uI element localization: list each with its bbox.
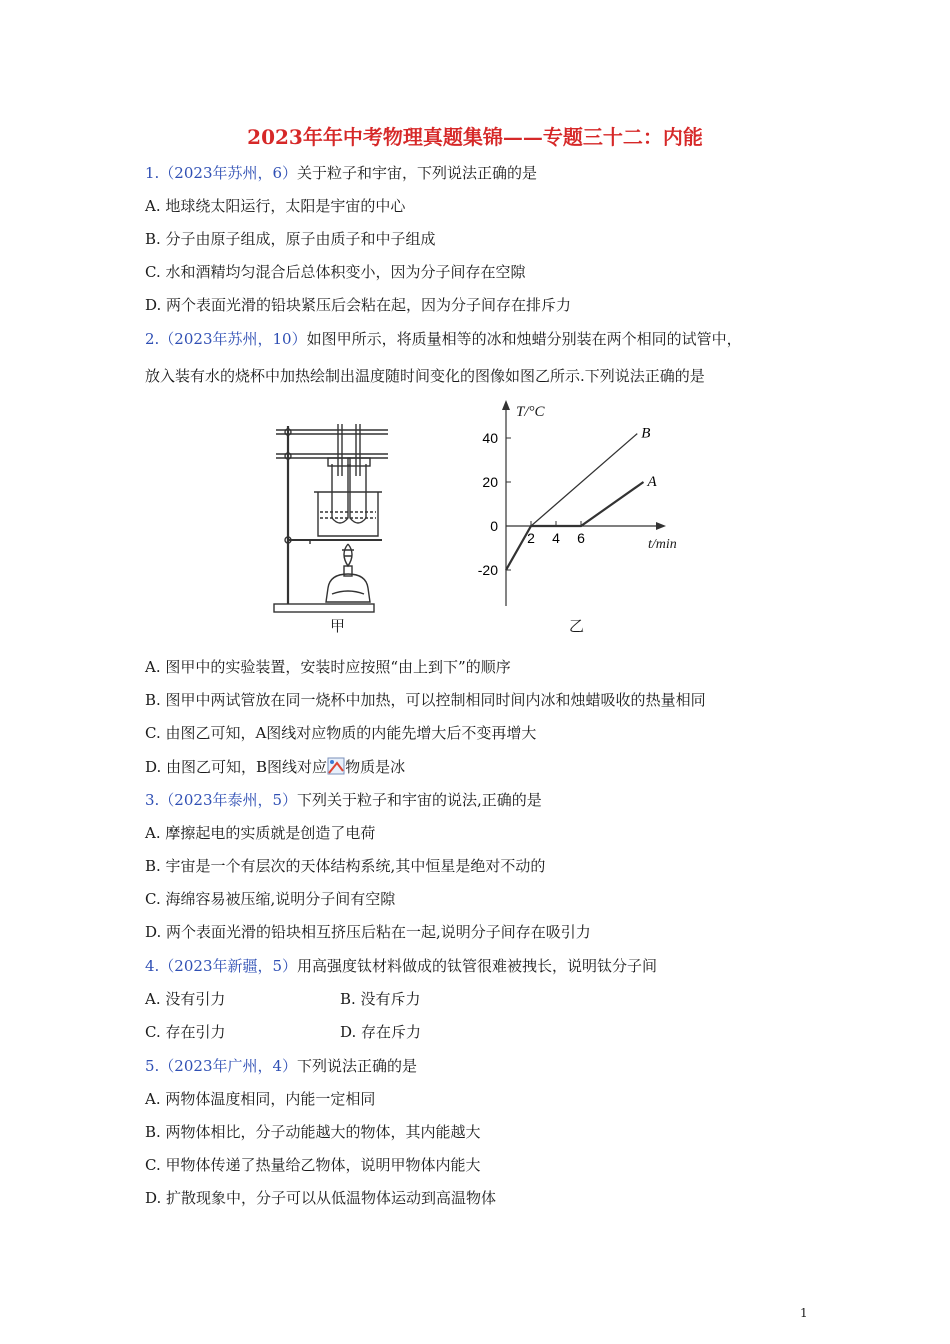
question-4-option-a: A. 没有引力 xyxy=(145,990,226,1008)
x-tick-label: 2 xyxy=(527,530,535,546)
question-5-option-d: D. 扩散现象中，分子可以从低温物体运动到高温物体 xyxy=(145,1189,497,1207)
question-4-stem: 用高强度钛材料做成的钛管很难被拽长，说明钛分子间 xyxy=(297,957,658,975)
question-5-option-a: A. 两物体温度相同，内能一定相同 xyxy=(145,1090,376,1108)
question-4-option-b: B. 没有斥力 xyxy=(340,990,421,1008)
temperature-time-chart xyxy=(470,396,700,616)
y-tick-label: 40 xyxy=(482,430,498,446)
question-4 xyxy=(145,956,657,976)
question-5-source: 5.（2023年广州，4） xyxy=(145,1057,298,1075)
x-axis-label: t/min xyxy=(648,537,677,552)
x-tick-label: 6 xyxy=(577,530,585,546)
x-tick-label: 4 xyxy=(552,530,560,546)
question-1-option-c: C. 水和酒精均匀混合后总体积变小，因为分子间存在空隙 xyxy=(145,263,526,281)
question-1-source: 1.（2023年苏州，6） xyxy=(145,164,298,182)
series-label-a: A xyxy=(647,474,657,490)
question-5-option-c: C. 甲物体传递了热量给乙物体，说明甲物体内能大 xyxy=(145,1156,481,1174)
question-2-option-b: B. 图甲中两试管放在同一烧杯中加热，可以控制相同时间内冰和烛蜡吸收的热量相同 xyxy=(145,691,706,709)
question-3-option-c: C. 海绵容易被压缩,说明分子间有空隙 xyxy=(145,890,396,908)
y-axis-label: T/°C xyxy=(516,404,545,420)
question-3-option-a: A. 摩擦起电的实质就是创造了电荷 xyxy=(145,824,376,842)
question-1 xyxy=(145,163,537,183)
question-3 xyxy=(145,790,542,810)
question-2-option-d xyxy=(145,757,405,777)
series-label-b: B xyxy=(641,425,651,442)
question-3-option-d: D. 两个表面光滑的铅块相互挤压后粘在一起,说明分子间存在吸引力 xyxy=(145,923,591,941)
question-2-option-a: A. 图甲中的实验装置，安装时应按照“由上到下”的顺序 xyxy=(145,658,511,676)
y-tick-label: -20 xyxy=(477,562,498,578)
x-axis-arrow xyxy=(656,522,666,530)
question-2-option-c: C. 由图乙可知，A图线对应物质的内能先增大后不变再增大 xyxy=(145,724,537,742)
y-tick-label: 0 xyxy=(490,518,498,534)
question-4-option-d: D. 存在斥力 xyxy=(340,1023,422,1041)
question-2-option-d-after: 物质是冰 xyxy=(345,758,406,776)
question-5-stem: 下列说法正确的是 xyxy=(297,1057,418,1075)
question-1-option-d: D. 两个表面光滑的铅块紧压后会粘在起，因为分子间存在排斥力 xyxy=(145,296,572,314)
question-2-stem: 如图甲所示，将质量相等的冰和烛蜡分别装在两个相同的试管中， xyxy=(306,330,742,348)
y-axis-arrow xyxy=(502,400,510,410)
figure-left-caption: 甲 xyxy=(330,617,346,635)
y-tick-label: 20 xyxy=(482,474,498,490)
question-2-option-d-before: D. 由图乙可知，B图线对应 xyxy=(145,758,328,776)
question-1-option-a: A. 地球绕太阳运行，太阳是宇宙的中心 xyxy=(145,197,406,215)
page-number: 1 xyxy=(800,1306,808,1320)
question-2 xyxy=(145,329,742,349)
question-1-option-b: B. 分子由原子组成，原子由质子和中子组成 xyxy=(145,230,436,248)
question-3-option-b: B. 宇宙是一个有层次的天体结构系统,其中恒星是绝对不动的 xyxy=(145,857,546,875)
image-placeholder-icon xyxy=(327,757,345,775)
question-5 xyxy=(145,1056,417,1076)
question-4-source: 4.（2023年新疆，5） xyxy=(145,957,298,975)
question-1-stem: 关于粒子和宇宙，下列说法正确的是 xyxy=(297,164,538,182)
question-2-stem-continued: 放入装有水的烧杯中加热绘制出温度随时间变化的图像如图乙所示.下列说法正确的是 xyxy=(145,367,705,385)
page-title: 2023年年中考物理真题集锦——专题三十二：内能 xyxy=(247,125,703,149)
question-2-source: 2.（2023年苏州，10） xyxy=(145,330,307,348)
apparatus-figure xyxy=(270,416,400,636)
figure-right-caption: 乙 xyxy=(569,617,585,635)
question-4-option-c: C. 存在引力 xyxy=(145,1023,226,1041)
question-3-stem: 下列关于粒子和宇宙的说法,正确的是 xyxy=(297,791,542,809)
question-3-source: 3.（2023年泰州，5） xyxy=(145,791,298,809)
question-5-option-b: B. 两物体相比，分子动能越大的物体，其内能越大 xyxy=(145,1123,481,1141)
series-line-b xyxy=(506,434,637,570)
